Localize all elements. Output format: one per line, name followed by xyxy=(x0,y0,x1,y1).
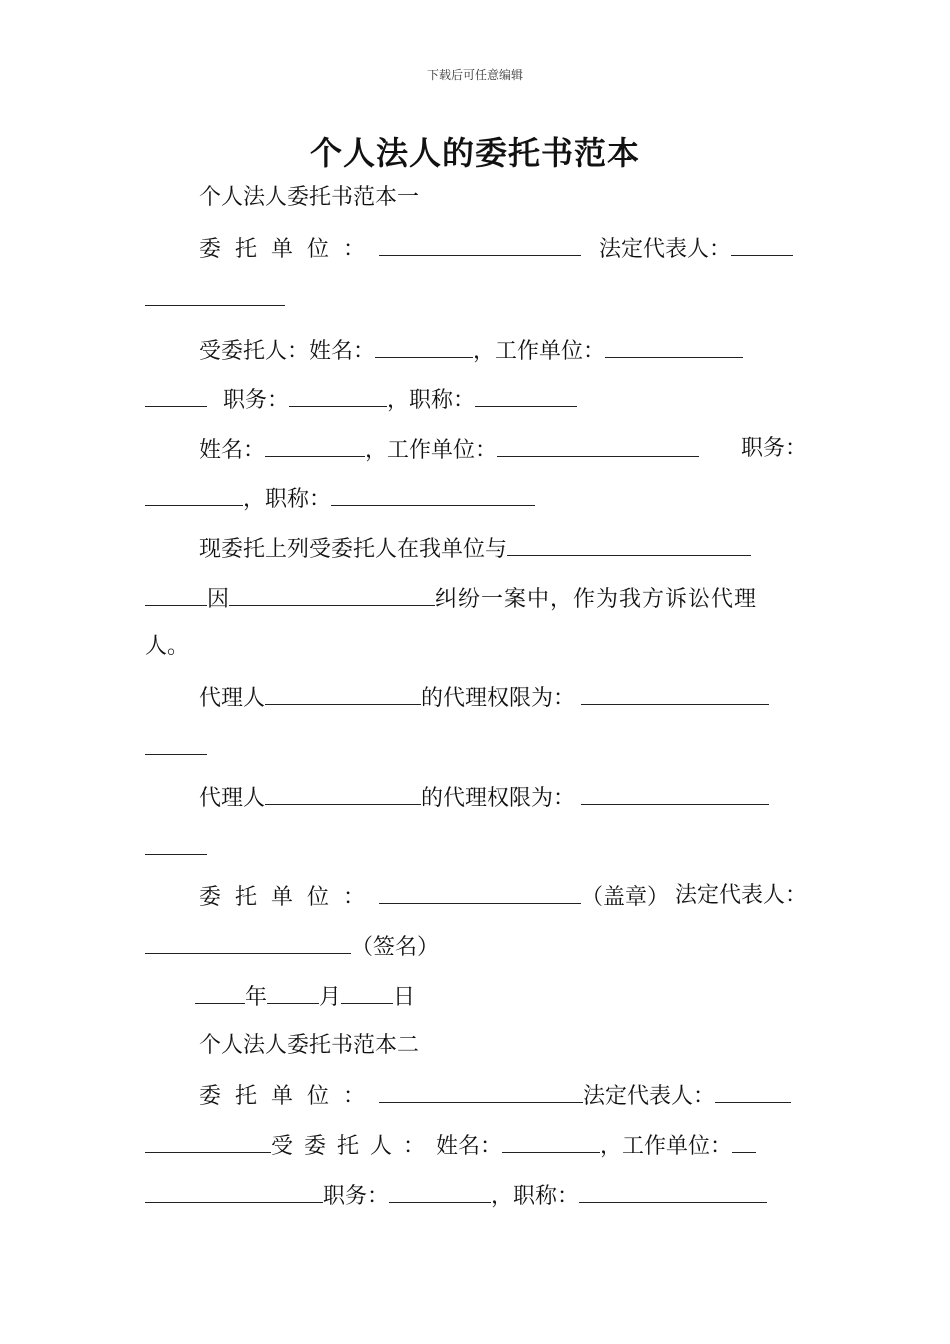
blank-day[interactable] xyxy=(341,981,393,1004)
blank-trustee1-duty[interactable] xyxy=(289,384,387,407)
label-agent: 代理人 xyxy=(199,686,266,711)
label-entrusting-unit: 委托单位： xyxy=(199,237,380,262)
label-title: ，职称： xyxy=(491,1184,580,1209)
blank-trustee1-unit[interactable] xyxy=(605,335,743,358)
s1-line-date xyxy=(195,981,857,1011)
blank-agent1-authority-cont[interactable] xyxy=(145,732,207,755)
blank-s2-legal-rep-cont[interactable] xyxy=(145,1130,271,1153)
comma: ， xyxy=(365,438,388,463)
s1-line-agent2 xyxy=(145,782,807,812)
s1-line-trustee1 xyxy=(145,335,807,365)
blank-s2-legal-rep[interactable] xyxy=(715,1080,791,1103)
blank-sign-unit[interactable] xyxy=(379,881,581,904)
s1-line-agent1 xyxy=(145,682,807,712)
label-duty: 职务： xyxy=(323,1184,390,1209)
s1-line-agent1-cont xyxy=(145,732,807,762)
page-header-note: 下载后可任意编辑 xyxy=(426,68,523,82)
label-year: 年 xyxy=(245,985,268,1010)
blank-trustee2-name[interactable] xyxy=(265,434,365,457)
label-agent: 代理人 xyxy=(199,786,266,811)
s2-line-trustee xyxy=(145,1130,807,1160)
s1-line-agent2-cont xyxy=(145,832,807,862)
label-month: 月 xyxy=(319,985,342,1010)
label-duty: 职务： xyxy=(223,388,290,413)
label-legal-rep: 法定代表人： xyxy=(583,1084,716,1109)
s1-line-trustee2-cont xyxy=(145,483,807,513)
blank-trustee1-name[interactable] xyxy=(375,335,473,358)
label-work-unit: 工作单位： xyxy=(387,438,498,463)
label-entrusting-unit: 委托单位： xyxy=(199,1084,380,1109)
comma: ， xyxy=(600,1134,623,1159)
label-name: 姓名： xyxy=(436,1134,503,1159)
label-trustee: 受委托人： xyxy=(271,1134,437,1159)
blank-s2-entrusting-unit[interactable] xyxy=(379,1080,583,1103)
document-title: 个人法人的委托书范本 xyxy=(309,134,640,172)
blank-trustee2-title[interactable] xyxy=(331,483,535,506)
label-work-unit: 工作单位： xyxy=(495,339,606,364)
blank-trustee1-title[interactable] xyxy=(475,384,577,407)
blank-agent1-name[interactable] xyxy=(265,682,421,705)
label-trustee-name: 受委托人：姓名： xyxy=(199,339,376,364)
blank-dispute-type[interactable] xyxy=(229,583,435,606)
blank-year[interactable] xyxy=(195,981,245,1004)
blank-trustee1-unit-cont[interactable] xyxy=(145,384,207,407)
label-title: ，职称： xyxy=(387,388,476,413)
s1-line-unit-cont xyxy=(145,283,807,313)
s1-line-sign-unit xyxy=(145,881,807,911)
s1-line-case xyxy=(145,583,807,613)
label-legal-rep: 法定代表人： xyxy=(599,237,732,262)
label-work-unit: 工作单位： xyxy=(622,1134,733,1159)
text-because: 因 xyxy=(207,587,230,612)
blank-entrusting-unit[interactable] xyxy=(379,233,581,256)
blank-agent1-authority[interactable] xyxy=(581,682,769,705)
blank-s2-title[interactable] xyxy=(579,1180,767,1203)
blank-agent2-name[interactable] xyxy=(265,782,421,805)
s1-line-sign xyxy=(145,931,807,961)
comma: ， xyxy=(473,339,496,364)
s2-line-duty xyxy=(145,1180,807,1210)
blank-month[interactable] xyxy=(267,981,319,1004)
section1-heading: 个人法人委托书范本一 xyxy=(199,185,420,210)
blank-opposing-party-cont[interactable] xyxy=(145,583,207,606)
label-name: 姓名： xyxy=(199,438,266,463)
label-duty: 职务： xyxy=(740,436,807,461)
s1-line-case-end: 人。 xyxy=(145,634,190,659)
s1-line-unit xyxy=(145,233,807,263)
s1-line-entrust xyxy=(145,533,807,563)
blank-legal-rep-sign[interactable] xyxy=(145,931,351,954)
label-authority: 的代理权限为： xyxy=(421,786,576,811)
blank-opposing-party[interactable] xyxy=(507,533,751,556)
text-now-entrust: 现委托上列受委托人在我单位与 xyxy=(199,537,508,562)
blank-agent2-authority[interactable] xyxy=(581,782,769,805)
label-title: ，职称： xyxy=(243,487,332,512)
blank-trustee2-unit[interactable] xyxy=(497,434,699,457)
s1-line-trustee1-cont xyxy=(145,384,807,414)
blank-s2-trustee-unit-cont[interactable] xyxy=(145,1180,323,1203)
blank-agent2-authority-cont[interactable] xyxy=(145,832,207,855)
label-day: 日 xyxy=(393,985,416,1010)
text-sign: （签名） xyxy=(351,935,440,960)
blank-s2-trustee-unit[interactable] xyxy=(732,1130,756,1153)
blank-legal-rep-cont[interactable] xyxy=(145,283,285,306)
blank-legal-rep[interactable] xyxy=(731,233,793,256)
s1-line-trustee2 xyxy=(145,434,807,464)
s2-line-unit xyxy=(145,1080,807,1110)
label-legal-rep: 法定代表人： xyxy=(674,883,807,908)
label-authority: 的代理权限为： xyxy=(421,686,576,711)
text-seal: （盖章） xyxy=(581,885,670,910)
section2-heading: 个人法人委托书范本二 xyxy=(199,1033,420,1058)
label-entrusting-unit: 委托单位： xyxy=(199,885,380,910)
text-case: 纠纷一案中，作为我方诉讼代理 xyxy=(435,587,758,612)
blank-trustee2-duty[interactable] xyxy=(145,483,243,506)
blank-s2-duty[interactable] xyxy=(389,1180,491,1203)
blank-s2-trustee-name[interactable] xyxy=(502,1130,600,1153)
